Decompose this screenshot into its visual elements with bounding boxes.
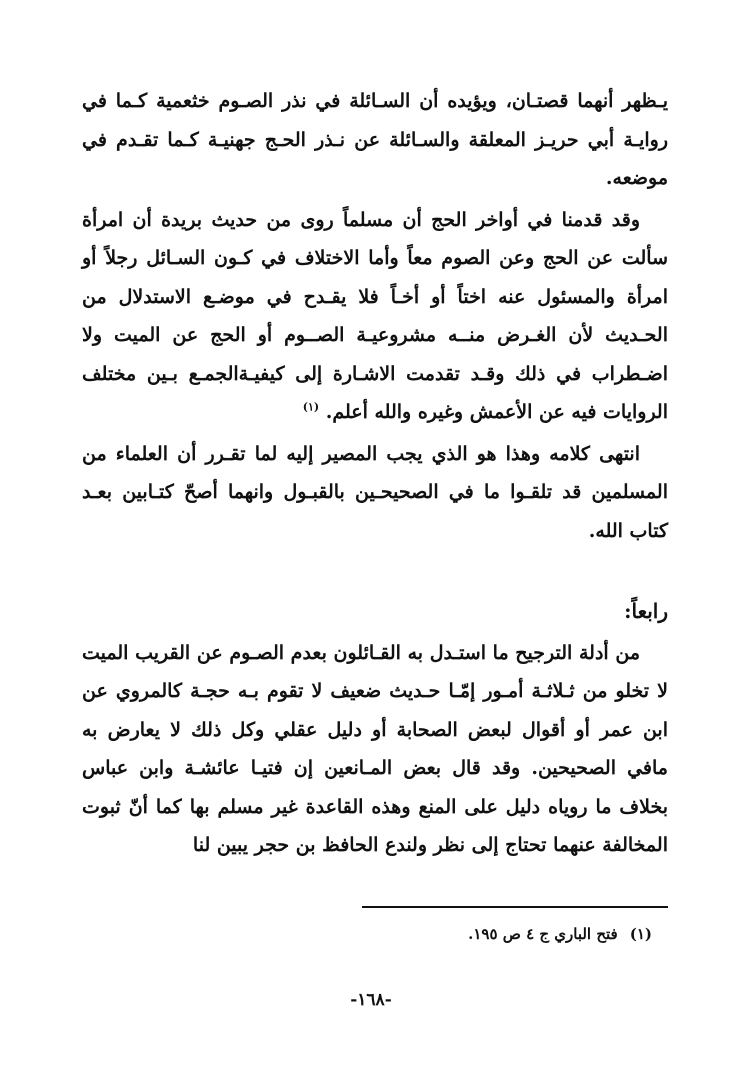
paragraph-1-text: يـظهر أنهما قصتـان، ويؤيده أن السـائلة في نذر الصـوم خثعمية كـما في روايـة أبي حريـز المعلقة والسـائلة عن نـذر الحـج جهنيـة كـما تقـدم في موضعه. bbox=[82, 90, 668, 189]
page-body bbox=[82, 82, 668, 865]
paragraph-2-text: وقد قدمنا في أواخر الحج أن مسلماً روى من حديث بريدة أن امرأة سألت عن الحج وعن الصوم معاً وأما الاختلاف في كـون السـائل رجلاً أو امرأة والمسئول عنه اختاً أو أخـاً فلا يقـدح في موضـع الاستدلال من الحـديث لأن الغـرض منــه مشروعيـة الصــوم أو الحج عن الميت ولا اضـطراب في ذلك وقـد تقدمت الاشـارة إلى كيفيـةالجمـع بـين مختلف الروايات فيه عن الأعمش وغيره والله أعلم. bbox=[82, 208, 668, 423]
footnote-reference[interactable]: (١) bbox=[302, 400, 320, 414]
section-heading: رابعاً: bbox=[624, 599, 668, 623]
paragraph-3 bbox=[82, 435, 668, 551]
footnote-marker: (١) bbox=[629, 925, 652, 943]
paragraph-2 bbox=[82, 201, 668, 432]
paragraph-3-text: انتهى كلامه وهذا هو الذي يجب المصير إليه لما تقـرر أن العلماء من المسلمين قد تلقـوا ما في الصحيحـين بالقبـول وانهما أصحّ كتـابين بعـد كتاب الله. bbox=[82, 442, 668, 542]
paragraph-1 bbox=[82, 82, 668, 198]
page-number: -١٦٨- bbox=[350, 990, 392, 1010]
footnote-text: فتح الباري ج ٤ ص ١٩٥. bbox=[468, 925, 618, 943]
footnote-divider bbox=[362, 906, 668, 908]
paragraph-4-text: من أدلة الترجيح ما استـدل به القـائلون بعدم الصـوم عن القريب الميت لا تخلو من ثـلاثـة أمـور إمّـا حـديث ضعيف لا تقوم بـه حجـة كالمروي عن ابن عمر أو أقوال لبعض الصحابة أو دليل عقلي وكل ذلك لا يعارض به مافي الصحيحين. وقد قال بعض المـانعين إن فتيـا عائشـة وابن عباس بخلاف ما روياه دليل على المنع وهذه القاعدة غير مسلم بها كما أنّ ثبوت المخالفة عنهما تحتاج إلى نظر ولندع الحافظ بن حجر يبين لنا bbox=[82, 641, 668, 856]
paragraph-4 bbox=[82, 634, 668, 865]
footnote bbox=[252, 922, 652, 946]
